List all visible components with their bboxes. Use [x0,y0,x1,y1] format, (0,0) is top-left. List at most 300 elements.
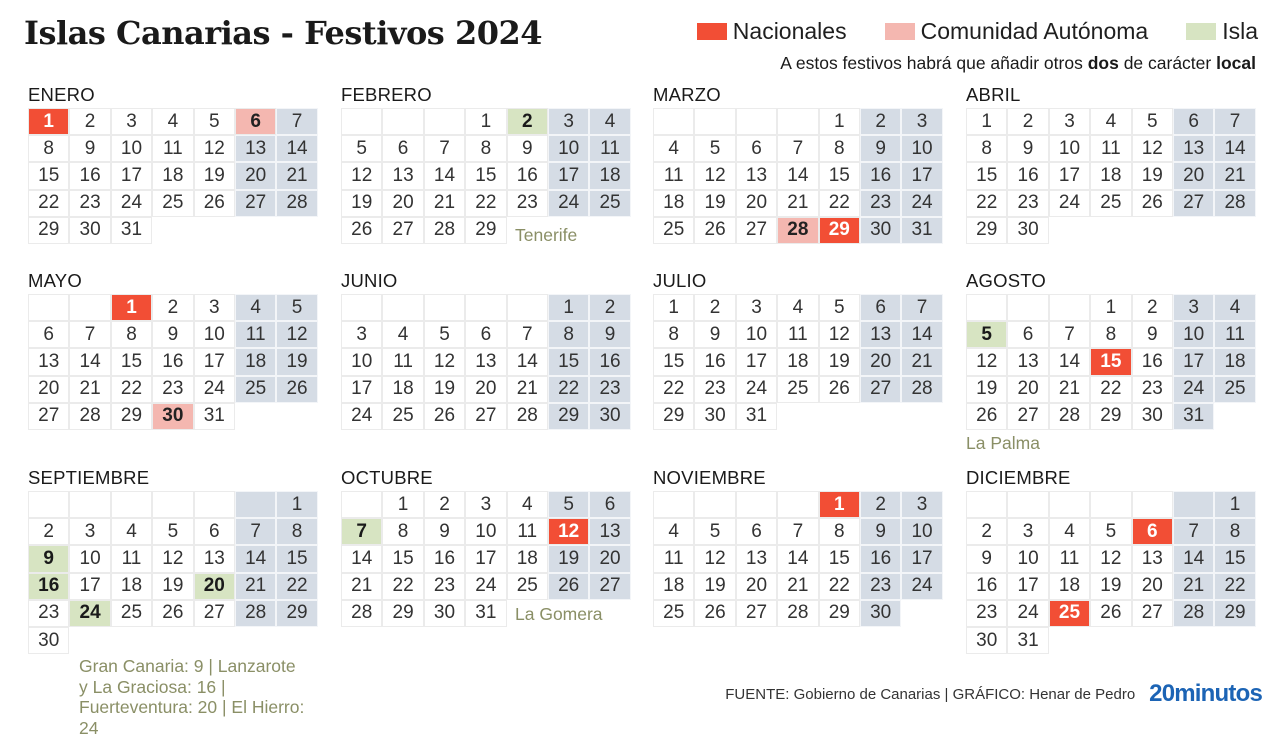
weekend-day-cell: 7 [1173,518,1214,545]
day-cell: 13 [194,545,235,572]
empty-day-cell [694,491,735,518]
holiday-nacional: 1 [819,491,860,518]
day-cell: 18 [1090,162,1131,189]
empty-day-cell [1007,294,1048,321]
weekend-day-cell: 21 [1214,162,1255,189]
empty-day-cell [694,108,735,135]
day-cell: 12 [194,135,235,162]
day-cell: 3 [736,294,777,321]
day-cell: 20 [1007,376,1048,403]
weekend-day-cell: 31 [901,217,942,244]
day-cell: 29 [382,600,423,627]
day-cell: 14 [1049,348,1090,375]
day-cell: 4 [507,491,548,518]
day-cell: 26 [966,403,1007,430]
day-cell: 12 [694,545,735,572]
month-enero [28,84,318,244]
day-cell: 12 [152,545,193,572]
day-cell: 17 [69,573,110,600]
legend-swatch-nacionales [697,23,727,40]
day-cell: 9 [694,321,735,348]
day-cell: 31 [465,600,506,627]
island-note: La Gomera [515,604,603,624]
weekend-day-cell: 13 [1173,135,1214,162]
day-cell: 9 [69,135,110,162]
day-cell: 30 [966,627,1007,654]
weekend-day-cell: 14 [1173,545,1214,572]
day-cell: 19 [966,376,1007,403]
day-cell: 29 [966,217,1007,244]
empty-day-cell [1173,491,1214,518]
weekend-day-cell: 9 [860,518,901,545]
month-octubre [341,467,631,627]
day-cell: 11 [111,545,152,572]
month-name: FEBRERO [341,84,432,105]
day-cell: 13 [736,162,777,189]
day-cell: 7 [1049,321,1090,348]
empty-day-cell [152,491,193,518]
weekend-day-cell: 25 [235,376,276,403]
empty-day-cell [465,294,506,321]
month-name: OCTUBRE [341,467,433,488]
weekend-day-cell: 16 [589,348,630,375]
weekend-day-cell: 13 [235,135,276,162]
weekend-day-cell: 7 [235,518,276,545]
empty-day-cell [28,491,69,518]
day-cell: 19 [694,573,735,600]
day-cell: 9 [152,321,193,348]
empty-day-cell [1049,294,1090,321]
empty-day-cell [194,491,235,518]
day-cell: 11 [653,545,694,572]
empty-day-cell [736,108,777,135]
weekend-day-cell: 14 [235,545,276,572]
day-cell: 28 [424,217,465,244]
day-cell: 18 [507,545,548,572]
day-cell: 11 [382,348,423,375]
day-cell: 6 [1007,321,1048,348]
weekend-day-cell: 27 [860,376,901,403]
day-cell: 29 [465,217,506,244]
day-cell: 14 [507,348,548,375]
weekend-day-cell: 6 [860,294,901,321]
day-cell: 30 [1132,403,1173,430]
weekend-day-cell: 21 [901,348,942,375]
day-cell: 1 [653,294,694,321]
day-cell: 8 [966,135,1007,162]
day-cell: 15 [382,545,423,572]
day-cell: 11 [777,321,818,348]
weekend-day-cell: 14 [1214,135,1255,162]
day-cell: 20 [736,190,777,217]
day-cell: 27 [194,600,235,627]
holiday-isla: 16 [28,573,69,600]
day-cell: 26 [1132,190,1173,217]
month-grid [28,491,318,654]
day-cell: 28 [341,600,382,627]
weekend-day-cell: 30 [589,403,630,430]
day-cell: 11 [152,135,193,162]
day-cell: 8 [28,135,69,162]
day-cell: 2 [966,518,1007,545]
month-name: ENERO [28,84,95,105]
day-cell: 22 [28,190,69,217]
day-cell: 17 [194,348,235,375]
weekend-day-cell: 21 [235,573,276,600]
empty-day-cell [507,294,548,321]
weekend-day-cell: 10 [1173,321,1214,348]
weekend-day-cell: 20 [860,348,901,375]
weekend-day-cell: 22 [276,573,317,600]
day-cell: 4 [653,518,694,545]
day-cell: 8 [1090,321,1131,348]
weekend-day-cell: 22 [548,376,589,403]
day-cell: 26 [1090,600,1131,627]
day-cell: 24 [465,573,506,600]
day-cell: 17 [111,162,152,189]
legend-item-nacionales [697,18,847,45]
weekend-day-cell: 28 [276,190,317,217]
weekend-day-cell: 19 [276,348,317,375]
day-cell: 26 [341,217,382,244]
day-cell: 27 [28,403,69,430]
weekend-day-cell: 11 [589,135,630,162]
day-cell: 20 [382,190,423,217]
day-cell: 30 [1007,217,1048,244]
holiday-nacional: 1 [28,108,69,135]
legend-label-comunidad: Comunidad Autónoma [920,18,1149,44]
day-cell: 17 [465,545,506,572]
month-name: NOVIEMBRE [653,467,766,488]
weekend-day-cell: 11 [235,321,276,348]
day-cell: 24 [194,376,235,403]
day-cell: 21 [777,573,818,600]
day-cell: 30 [28,627,69,654]
day-cell: 5 [194,108,235,135]
local-holidays-note [780,53,1256,74]
empty-day-cell [777,491,818,518]
day-cell: 12 [341,162,382,189]
weekend-day-cell: 8 [276,518,317,545]
day-cell: 22 [465,190,506,217]
island-note: La Palma [966,432,1040,453]
weekend-day-cell: 27 [589,573,630,600]
month-noviembre [653,467,943,627]
day-cell: 26 [152,600,193,627]
day-cell: 30 [69,217,110,244]
holiday-nacional: 29 [819,217,860,244]
day-cell: 8 [465,135,506,162]
weekend-day-cell: 15 [1214,545,1255,572]
weekend-day-cell: 3 [901,108,942,135]
holiday-isla: 20 [194,573,235,600]
day-cell: 26 [694,217,735,244]
day-cell: 12 [819,321,860,348]
weekend-day-cell: 18 [1214,348,1255,375]
day-cell: 15 [819,545,860,572]
day-cell: 7 [507,321,548,348]
day-cell: 12 [694,162,735,189]
note-text-2: de carácter [1118,53,1217,73]
day-cell: 15 [966,162,1007,189]
empty-day-cell [1007,491,1048,518]
day-cell: 18 [111,573,152,600]
weekend-day-cell: 7 [901,294,942,321]
note-text-1: A estos festivos habrá que añadir otros [780,53,1088,73]
day-cell: 25 [1090,190,1131,217]
day-cell: 13 [1007,348,1048,375]
day-cell: 27 [1132,600,1173,627]
day-cell: 14 [777,162,818,189]
day-cell: 12 [966,348,1007,375]
empty-day-cell [382,108,423,135]
day-cell: 2 [424,491,465,518]
day-cell: 10 [194,321,235,348]
weekend-day-cell: 18 [235,348,276,375]
month-name: JUNIO [341,270,398,291]
day-cell: 8 [382,518,423,545]
day-cell: 16 [1007,162,1048,189]
day-cell: 8 [111,321,152,348]
day-cell: 6 [28,321,69,348]
day-cell: 5 [694,135,735,162]
day-cell: 13 [736,545,777,572]
empty-day-cell [1049,491,1090,518]
day-cell: 21 [69,376,110,403]
day-cell: 18 [777,348,818,375]
empty-day-cell [777,108,818,135]
holiday-nacional: 25 [1049,600,1090,627]
day-cell: 2 [69,108,110,135]
weekend-day-cell: 20 [589,545,630,572]
day-cell: 9 [1007,135,1048,162]
weekend-day-cell: 27 [235,190,276,217]
weekend-day-cell: 3 [1173,294,1214,321]
month-name: MARZO [653,84,721,105]
day-cell: 2 [152,294,193,321]
day-cell: 1 [1090,294,1131,321]
day-cell: 8 [653,321,694,348]
holiday-autonomica: 30 [152,403,193,430]
day-cell: 19 [1090,573,1131,600]
day-cell: 16 [694,348,735,375]
day-cell: 3 [1049,108,1090,135]
month-grid [341,108,631,244]
day-cell: 31 [194,403,235,430]
day-cell: 4 [777,294,818,321]
day-cell: 26 [819,376,860,403]
day-cell: 29 [653,403,694,430]
day-cell: 6 [465,321,506,348]
weekend-day-cell: 25 [589,190,630,217]
day-cell: 15 [28,162,69,189]
day-cell: 10 [341,348,382,375]
day-cell: 23 [1132,376,1173,403]
empty-day-cell [69,491,110,518]
day-cell: 13 [28,348,69,375]
day-cell: 18 [653,573,694,600]
note-bold-dos: dos [1087,53,1119,73]
day-cell: 19 [424,376,465,403]
empty-day-cell [653,108,694,135]
month-grid [966,294,1256,430]
day-cell: 31 [736,403,777,430]
weekend-day-cell: 17 [548,162,589,189]
day-cell: 17 [1007,573,1048,600]
day-cell: 25 [111,600,152,627]
holiday-isla: 2 [507,108,548,135]
empty-day-cell [1090,491,1131,518]
holiday-autonomica: 28 [777,217,818,244]
day-cell: 16 [507,162,548,189]
source-credit: FUENTE: Gobierno de Canarias | GRÁFICO: Henar de Pedro [725,685,1136,703]
day-cell: 26 [424,403,465,430]
month-name: MAYO [28,270,82,291]
legend [697,18,1258,45]
month-diciembre [966,467,1256,654]
weekend-day-cell: 8 [1214,518,1255,545]
weekend-day-cell: 3 [548,108,589,135]
day-cell: 3 [1007,518,1048,545]
weekend-day-cell: 1 [1214,491,1255,518]
weekend-day-cell: 24 [901,573,942,600]
empty-day-cell [424,294,465,321]
weekend-day-cell: 22 [1214,573,1255,600]
legend-item-comunidad [885,18,1149,45]
legend-item-isla [1186,18,1258,45]
weekend-day-cell: 29 [276,600,317,627]
day-cell: 28 [507,403,548,430]
day-cell: 3 [111,108,152,135]
day-cell: 21 [777,190,818,217]
day-cell: 29 [111,403,152,430]
day-cell: 13 [382,162,423,189]
legend-swatch-isla [1186,23,1216,40]
day-cell: 29 [1090,403,1131,430]
weekend-day-cell: 13 [589,518,630,545]
day-cell: 18 [152,162,193,189]
day-cell: 22 [966,190,1007,217]
day-cell: 14 [69,348,110,375]
day-cell: 19 [819,348,860,375]
month-abril [966,84,1256,244]
day-cell: 28 [1049,403,1090,430]
weekend-day-cell: 17 [901,162,942,189]
day-cell: 3 [194,294,235,321]
day-cell: 6 [194,518,235,545]
day-cell: 26 [694,600,735,627]
day-cell: 26 [194,190,235,217]
weekend-day-cell: 30 [860,217,901,244]
day-cell: 20 [1132,573,1173,600]
day-cell: 5 [152,518,193,545]
weekend-day-cell: 18 [589,162,630,189]
empty-day-cell [653,491,694,518]
day-cell: 13 [1132,545,1173,572]
weekend-day-cell: 23 [589,376,630,403]
day-cell: 7 [777,135,818,162]
month-grid [653,491,943,627]
weekend-day-cell: 6 [1173,108,1214,135]
holiday-isla: 9 [28,545,69,572]
day-cell: 25 [653,217,694,244]
day-cell: 24 [341,403,382,430]
month-name: AGOSTO [966,270,1047,291]
weekend-day-cell: 1 [548,294,589,321]
day-cell: 15 [819,162,860,189]
holiday-nacional: 12 [548,518,589,545]
weekend-day-cell: 28 [1173,600,1214,627]
weekend-day-cell: 29 [1214,600,1255,627]
month-julio [653,270,943,430]
empty-day-cell [424,108,465,135]
day-cell: 30 [424,600,465,627]
day-cell: 3 [465,491,506,518]
weekend-day-cell: 15 [276,545,317,572]
weekend-day-cell: 27 [1173,190,1214,217]
month-mayo [28,270,318,430]
day-cell: 4 [1090,108,1131,135]
day-cell: 20 [465,376,506,403]
month-grid [341,294,631,430]
day-cell: 14 [341,545,382,572]
day-cell: 27 [736,217,777,244]
weekend-day-cell: 1 [276,491,317,518]
day-cell: 21 [341,573,382,600]
weekend-day-cell: 10 [901,518,942,545]
day-cell: 12 [1090,545,1131,572]
day-cell: 5 [694,518,735,545]
weekend-day-cell: 7 [1214,108,1255,135]
day-cell: 16 [69,162,110,189]
day-cell: 19 [152,573,193,600]
day-cell: 27 [736,600,777,627]
empty-day-cell [382,294,423,321]
weekend-day-cell: 21 [276,162,317,189]
day-cell: 2 [694,294,735,321]
holiday-isla: 24 [69,600,110,627]
month-name: JULIO [653,270,707,291]
day-cell: 4 [1049,518,1090,545]
day-cell: 11 [653,162,694,189]
day-cell: 23 [152,376,193,403]
day-cell: 14 [424,162,465,189]
legend-swatch-comunidad [885,23,915,40]
day-cell: 6 [736,135,777,162]
day-cell: 9 [966,545,1007,572]
day-cell: 29 [819,600,860,627]
month-marzo [653,84,943,244]
weekend-day-cell: 8 [548,321,589,348]
day-cell: 6 [736,518,777,545]
day-cell: 5 [819,294,860,321]
day-cell: 18 [1049,573,1090,600]
day-cell: 22 [819,190,860,217]
day-cell: 16 [424,545,465,572]
holiday-nacional: 1 [111,294,152,321]
weekend-day-cell: 14 [901,321,942,348]
weekend-day-cell: 4 [1214,294,1255,321]
month-junio [341,270,631,430]
month-grid [966,108,1256,244]
day-cell: 23 [69,190,110,217]
footer [725,680,1262,708]
day-cell: 18 [382,376,423,403]
weekend-day-cell: 9 [860,135,901,162]
day-cell: 15 [653,348,694,375]
day-cell: 11 [1090,135,1131,162]
day-cell: 10 [111,135,152,162]
